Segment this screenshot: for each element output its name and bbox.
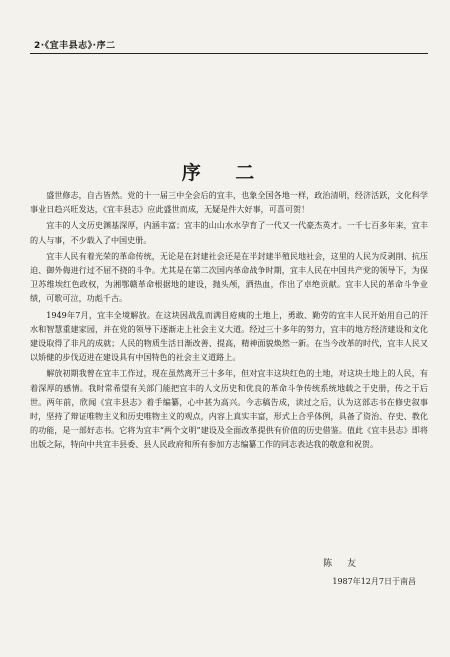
paragraph-1: 盛世修志，自古皆然。党的十一届三中全会后的宜丰，也象全国各地一样，政治清明，经济活跃，文化科学事业日趋兴旺发达，《宜丰县志》应此盛世而成，无疑是件大好事，可喜可贺！ (30, 190, 428, 215)
paragraph-2: 宜丰的人文历史渊基深厚，内涵丰富；宜丰的山山水水孕育了一代又一代豪杰英才。一千七百多年来，宜丰的人与事，不少载入了中国史册。 (30, 220, 428, 245)
preface-body (30, 188, 428, 454)
paragraph-5: 解放初期我曾在宜丰工作过，现在虽然离开三十多年，但对宜丰这块红色的土地，对这块土地上的人民，有着深厚的感情。我时常希望有关部门能把宜丰的人文历史和优良的革命斗争传统系统地载之于史册，传之于后世。两年前，欣闻《宜丰县志》着手编纂，心中甚为高兴。今志稿告成，读过之后，认为这部志书在修史叙事时，坚持了辩证唯物主义和历史唯物主义的观点，内容上真实丰富，形式上合乎体例，具备了资治、存史、教化的功能，是一部好志书。它将为宜丰“两个文明”建设及全面改革提供有价值的历史借鉴。值此《宜丰县志》即将出版之际，特向中共宜丰县委、县人民政府和所有参加方志编纂工作的同志表达我的敬意和祝贺。 (30, 368, 428, 450)
header-rule (30, 53, 428, 54)
section-title: 序 二 (181, 162, 269, 184)
paragraph-4: 1949年7月，宜丰全境解放。在这块因战乱而满目疮痍的土地上，勇敢、勤劳的宜丰人民开始用自己的汗水和智慧重建家园，并在党的领导下逐渐走上社会主义大道。经过三十多年的努力，宜丰的地方经济建设和文化建设取得了非凡的成就；人民的物质生活日渐改善、提高，精神面貌焕然一新。在当今改革的时代，宜丰人民又以矫健的步伐迈进在建设具有中国特色的社会主义道路上。 (30, 309, 428, 363)
author-signature: 陈 友 (323, 559, 362, 569)
signature-date: 1987年12月7日于南昌 (332, 577, 416, 586)
running-head: 2·《宜丰县志》·序二 (34, 41, 116, 51)
paragraph-3: 宜丰人民有着光荣的革命传统，无论是在封建社会还是在半封建半殖民地社会，这里的人民为反剥削、抗压迫、御外侮进行过不屈不挠的斗争。尤其是在第二次国内革命战争时期，宜丰人民在中国共产党的领导下，为保卫苏维埃红色政权，为湘鄂赣革命根据地的建设，抛头颅，洒热血，作出了卓绝贡献。宜丰人民的革命斗争业绩，可歌可泣，功彪千古。 (30, 250, 428, 304)
